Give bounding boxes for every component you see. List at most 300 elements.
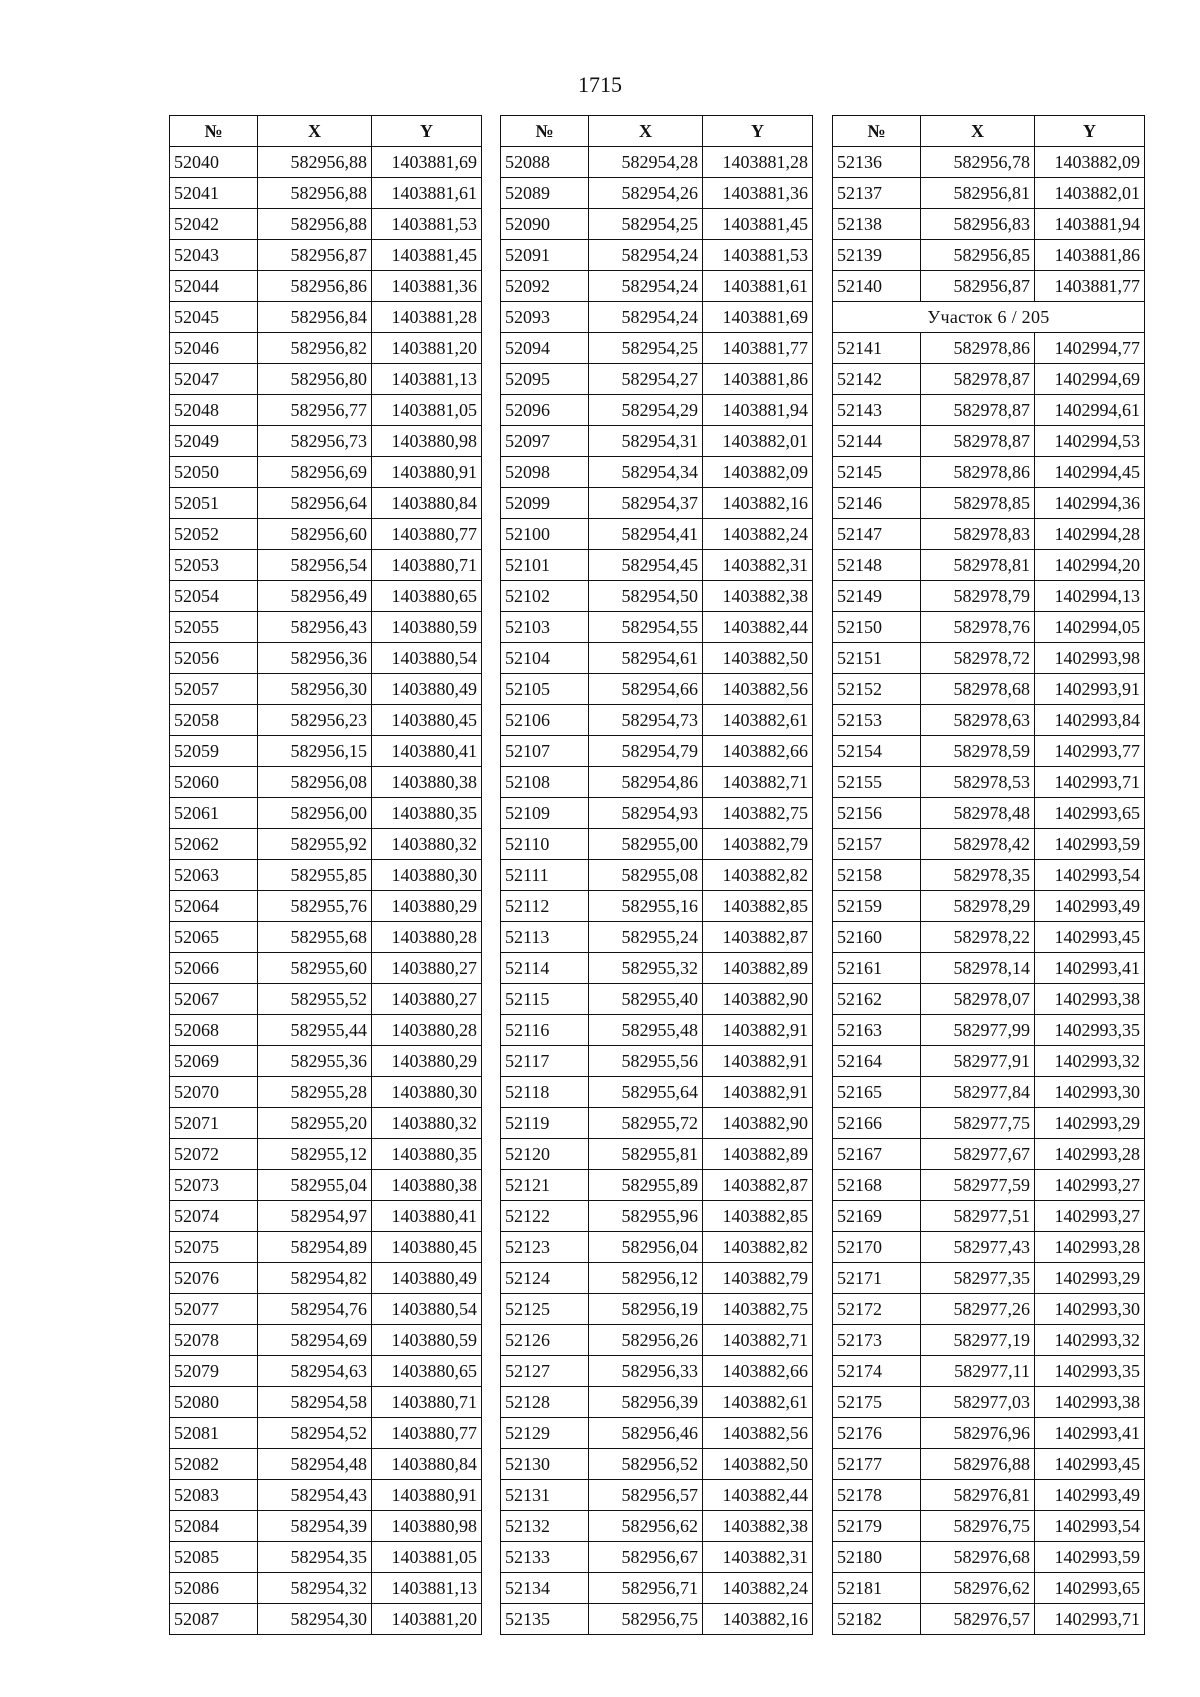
table-row: [501, 1356, 813, 1387]
point-number-cell: 52112: [501, 891, 589, 922]
y-coordinate-cell: 1402993,49: [1035, 1480, 1145, 1511]
y-coordinate-cell: 1403880,38: [372, 1170, 482, 1201]
x-coordinate-cell: 582954,25: [589, 333, 703, 364]
y-coordinate-cell: 1402993,41: [1035, 1418, 1145, 1449]
x-coordinate-cell: 582976,68: [921, 1542, 1035, 1573]
column-header-y: Y: [703, 116, 813, 147]
x-coordinate-cell: 582956,86: [258, 271, 372, 302]
point-number-cell: 52116: [501, 1015, 589, 1046]
x-coordinate-cell: 582955,68: [258, 922, 372, 953]
y-coordinate-cell: 1403881,94: [703, 395, 813, 426]
point-number-cell: 52091: [501, 240, 589, 271]
x-coordinate-cell: 582978,87: [921, 395, 1035, 426]
x-coordinate-cell: 582978,76: [921, 612, 1035, 643]
table-row: [170, 1573, 482, 1604]
table-row: [501, 1015, 813, 1046]
table-row: [501, 488, 813, 519]
y-coordinate-cell: 1402993,91: [1035, 674, 1145, 705]
table-row: [833, 364, 1145, 395]
x-coordinate-cell: 582955,89: [589, 1170, 703, 1201]
point-number-cell: 52105: [501, 674, 589, 705]
point-number-cell: 52079: [170, 1356, 258, 1387]
x-coordinate-cell: 582978,42: [921, 829, 1035, 860]
y-coordinate-cell: 1403880,27: [372, 953, 482, 984]
x-coordinate-cell: 582954,86: [589, 767, 703, 798]
x-coordinate-cell: 582956,19: [589, 1294, 703, 1325]
y-coordinate-cell: 1403882,09: [1035, 147, 1145, 178]
table-row: [833, 1294, 1145, 1325]
point-number-cell: 52040: [170, 147, 258, 178]
table-row: [501, 1263, 813, 1294]
x-coordinate-cell: 582954,48: [258, 1449, 372, 1480]
point-number-cell: 52046: [170, 333, 258, 364]
y-coordinate-cell: 1403882,44: [703, 1480, 813, 1511]
table-row: [501, 891, 813, 922]
table-row: [501, 178, 813, 209]
point-number-cell: 52088: [501, 147, 589, 178]
y-coordinate-cell: 1402993,98: [1035, 643, 1145, 674]
x-coordinate-cell: 582954,93: [589, 798, 703, 829]
table-row: [833, 891, 1145, 922]
y-coordinate-cell: 1403882,87: [703, 1170, 813, 1201]
y-coordinate-cell: 1402994,69: [1035, 364, 1145, 395]
point-number-cell: 52070: [170, 1077, 258, 1108]
x-coordinate-cell: 582977,43: [921, 1232, 1035, 1263]
x-coordinate-cell: 582954,50: [589, 581, 703, 612]
x-coordinate-cell: 582956,85: [921, 240, 1035, 271]
point-number-cell: 52098: [501, 457, 589, 488]
table-row: [170, 984, 482, 1015]
point-number-cell: 52123: [501, 1232, 589, 1263]
point-number-cell: 52076: [170, 1263, 258, 1294]
y-coordinate-cell: 1403882,75: [703, 798, 813, 829]
y-coordinate-cell: 1402993,65: [1035, 1573, 1145, 1604]
y-coordinate-cell: 1403880,35: [372, 798, 482, 829]
point-number-cell: 52047: [170, 364, 258, 395]
y-coordinate-cell: 1403881,69: [372, 147, 482, 178]
x-coordinate-cell: 582954,97: [258, 1201, 372, 1232]
x-coordinate-cell: 582954,82: [258, 1263, 372, 1294]
table-row: [170, 519, 482, 550]
x-coordinate-cell: 582956,04: [589, 1232, 703, 1263]
y-coordinate-cell: 1403881,28: [703, 147, 813, 178]
x-coordinate-cell: 582956,12: [589, 1263, 703, 1294]
table-row: [833, 767, 1145, 798]
table-row: [501, 1046, 813, 1077]
y-coordinate-cell: 1402993,27: [1035, 1170, 1145, 1201]
y-coordinate-cell: 1403880,77: [372, 1418, 482, 1449]
y-coordinate-cell: 1403880,45: [372, 1232, 482, 1263]
table-header-row: [833, 116, 1145, 147]
point-number-cell: 52069: [170, 1046, 258, 1077]
point-number-cell: 52175: [833, 1387, 921, 1418]
y-coordinate-cell: 1402994,53: [1035, 426, 1145, 457]
x-coordinate-cell: 582977,35: [921, 1263, 1035, 1294]
table-row: [170, 1356, 482, 1387]
y-coordinate-cell: 1402994,45: [1035, 457, 1145, 488]
point-number-cell: 52054: [170, 581, 258, 612]
point-number-cell: 52179: [833, 1511, 921, 1542]
x-coordinate-cell: 582954,63: [258, 1356, 372, 1387]
point-number-cell: 52053: [170, 550, 258, 581]
table-row: [170, 1387, 482, 1418]
y-coordinate-cell: 1403880,49: [372, 1263, 482, 1294]
x-coordinate-cell: 582978,86: [921, 457, 1035, 488]
table-row: [833, 1480, 1145, 1511]
x-coordinate-cell: 582978,87: [921, 364, 1035, 395]
y-coordinate-cell: 1403881,94: [1035, 209, 1145, 240]
y-coordinate-cell: 1403882,16: [703, 1604, 813, 1635]
y-coordinate-cell: 1403880,84: [372, 488, 482, 519]
point-number-cell: 52129: [501, 1418, 589, 1449]
point-number-cell: 52149: [833, 581, 921, 612]
point-number-cell: 52132: [501, 1511, 589, 1542]
y-coordinate-cell: 1403881,20: [372, 1604, 482, 1635]
x-coordinate-cell: 582955,52: [258, 984, 372, 1015]
x-coordinate-cell: 582978,79: [921, 581, 1035, 612]
point-number-cell: 52109: [501, 798, 589, 829]
x-coordinate-cell: 582978,53: [921, 767, 1035, 798]
y-coordinate-cell: 1403880,54: [372, 643, 482, 674]
point-number-cell: 52102: [501, 581, 589, 612]
point-number-cell: 52180: [833, 1542, 921, 1573]
x-coordinate-cell: 582977,51: [921, 1201, 1035, 1232]
x-coordinate-cell: 582954,28: [589, 147, 703, 178]
table-row: [833, 1356, 1145, 1387]
table-row: [501, 953, 813, 984]
table-row: [501, 1449, 813, 1480]
coordinates-table: [832, 115, 1145, 1635]
table-row: [501, 147, 813, 178]
column-header-x: X: [589, 116, 703, 147]
x-coordinate-cell: 582955,36: [258, 1046, 372, 1077]
y-coordinate-cell: 1403882,90: [703, 984, 813, 1015]
x-coordinate-cell: 582954,73: [589, 705, 703, 736]
point-number-cell: 52071: [170, 1108, 258, 1139]
table-row: [833, 1170, 1145, 1201]
table-row: [501, 426, 813, 457]
point-number-cell: 52119: [501, 1108, 589, 1139]
table-row: [170, 178, 482, 209]
table-row: [501, 829, 813, 860]
x-coordinate-cell: 582956,43: [258, 612, 372, 643]
y-coordinate-cell: 1402993,71: [1035, 1604, 1145, 1635]
x-coordinate-cell: 582976,81: [921, 1480, 1035, 1511]
x-coordinate-cell: 582955,56: [589, 1046, 703, 1077]
point-number-cell: 52095: [501, 364, 589, 395]
y-coordinate-cell: 1402993,30: [1035, 1077, 1145, 1108]
y-coordinate-cell: 1402993,35: [1035, 1356, 1145, 1387]
table-row: [833, 519, 1145, 550]
point-number-cell: 52178: [833, 1480, 921, 1511]
table-row: [501, 1480, 813, 1511]
x-coordinate-cell: 582977,59: [921, 1170, 1035, 1201]
x-coordinate-cell: 582956,83: [921, 209, 1035, 240]
point-number-cell: 52081: [170, 1418, 258, 1449]
x-coordinate-cell: 582954,37: [589, 488, 703, 519]
x-coordinate-cell: 582978,22: [921, 922, 1035, 953]
point-number-cell: 52063: [170, 860, 258, 891]
x-coordinate-cell: 582956,71: [589, 1573, 703, 1604]
table-row: [501, 395, 813, 426]
y-coordinate-cell: 1402993,65: [1035, 798, 1145, 829]
y-coordinate-cell: 1403881,20: [372, 333, 482, 364]
table-row: [833, 612, 1145, 643]
y-coordinate-cell: 1403881,05: [372, 395, 482, 426]
x-coordinate-cell: 582956,87: [258, 240, 372, 271]
y-coordinate-cell: 1403881,53: [703, 240, 813, 271]
point-number-cell: 52173: [833, 1325, 921, 1356]
point-number-cell: 52073: [170, 1170, 258, 1201]
point-number-cell: 52106: [501, 705, 589, 736]
x-coordinate-cell: 582954,30: [258, 1604, 372, 1635]
table-row: [501, 333, 813, 364]
table-row: [170, 953, 482, 984]
y-coordinate-cell: 1402994,61: [1035, 395, 1145, 426]
x-coordinate-cell: 582978,63: [921, 705, 1035, 736]
table-row: [170, 1449, 482, 1480]
y-coordinate-cell: 1403882,56: [703, 1418, 813, 1449]
table-row: [833, 1387, 1145, 1418]
x-coordinate-cell: 582956,57: [589, 1480, 703, 1511]
x-coordinate-cell: 582955,16: [589, 891, 703, 922]
point-number-cell: 52094: [501, 333, 589, 364]
x-coordinate-cell: 582956,36: [258, 643, 372, 674]
table-row: [833, 705, 1145, 736]
table-row: [833, 395, 1145, 426]
column-header-y: Y: [1035, 116, 1145, 147]
y-coordinate-cell: 1403880,84: [372, 1449, 482, 1480]
y-coordinate-cell: 1402993,29: [1035, 1263, 1145, 1294]
point-number-cell: 52104: [501, 643, 589, 674]
table-row: [833, 209, 1145, 240]
x-coordinate-cell: 582956,73: [258, 426, 372, 457]
point-number-cell: 52107: [501, 736, 589, 767]
y-coordinate-cell: 1403880,59: [372, 612, 482, 643]
point-number-cell: 52117: [501, 1046, 589, 1077]
table-row: [170, 891, 482, 922]
point-number-cell: 52077: [170, 1294, 258, 1325]
x-coordinate-cell: 582976,62: [921, 1573, 1035, 1604]
x-coordinate-cell: 582977,03: [921, 1387, 1035, 1418]
point-number-cell: 52072: [170, 1139, 258, 1170]
point-number-cell: 52130: [501, 1449, 589, 1480]
table-row: [170, 426, 482, 457]
point-number-cell: 52174: [833, 1356, 921, 1387]
table-row: [170, 1232, 482, 1263]
point-number-cell: 52084: [170, 1511, 258, 1542]
table-row: [833, 1139, 1145, 1170]
x-coordinate-cell: 582956,75: [589, 1604, 703, 1635]
point-number-cell: 52085: [170, 1542, 258, 1573]
table-row: [833, 1511, 1145, 1542]
y-coordinate-cell: 1402993,28: [1035, 1232, 1145, 1263]
point-number-cell: 52064: [170, 891, 258, 922]
y-coordinate-cell: 1403882,66: [703, 736, 813, 767]
x-coordinate-cell: 582956,82: [258, 333, 372, 364]
y-coordinate-cell: 1402993,29: [1035, 1108, 1145, 1139]
x-coordinate-cell: 582978,35: [921, 860, 1035, 891]
x-coordinate-cell: 582954,52: [258, 1418, 372, 1449]
table-row: [170, 1542, 482, 1573]
table-row: [501, 581, 813, 612]
x-coordinate-cell: 582956,33: [589, 1356, 703, 1387]
point-number-cell: 52057: [170, 674, 258, 705]
table-row: [833, 860, 1145, 891]
table-row: [501, 271, 813, 302]
point-number-cell: 52142: [833, 364, 921, 395]
y-coordinate-cell: 1403882,38: [703, 1511, 813, 1542]
point-number-cell: 52156: [833, 798, 921, 829]
coordinates-table: [169, 115, 482, 1635]
y-coordinate-cell: 1403880,35: [372, 1139, 482, 1170]
table-row: [501, 1232, 813, 1263]
x-coordinate-cell: 582955,85: [258, 860, 372, 891]
table-row: [833, 829, 1145, 860]
y-coordinate-cell: 1403880,65: [372, 1356, 482, 1387]
table-row: [833, 1418, 1145, 1449]
x-coordinate-cell: 582955,64: [589, 1077, 703, 1108]
table-row: [833, 147, 1145, 178]
point-number-cell: 52093: [501, 302, 589, 333]
table-row: [170, 922, 482, 953]
y-coordinate-cell: 1403882,01: [1035, 178, 1145, 209]
y-coordinate-cell: 1403880,59: [372, 1325, 482, 1356]
point-number-cell: 52061: [170, 798, 258, 829]
y-coordinate-cell: 1402993,49: [1035, 891, 1145, 922]
table-row: [833, 953, 1145, 984]
y-coordinate-cell: 1402993,38: [1035, 984, 1145, 1015]
table-row: [170, 1325, 482, 1356]
x-coordinate-cell: 582954,61: [589, 643, 703, 674]
x-coordinate-cell: 582978,81: [921, 550, 1035, 581]
y-coordinate-cell: 1403882,87: [703, 922, 813, 953]
point-number-cell: 52110: [501, 829, 589, 860]
point-number-cell: 52155: [833, 767, 921, 798]
table-row: [170, 581, 482, 612]
table-row: [170, 271, 482, 302]
point-number-cell: 52113: [501, 922, 589, 953]
x-coordinate-cell: 582956,30: [258, 674, 372, 705]
y-coordinate-cell: 1402993,41: [1035, 953, 1145, 984]
x-coordinate-cell: 582954,76: [258, 1294, 372, 1325]
x-coordinate-cell: 582954,34: [589, 457, 703, 488]
table-row: [833, 1015, 1145, 1046]
table-row: [170, 798, 482, 829]
y-coordinate-cell: 1402993,30: [1035, 1294, 1145, 1325]
point-number-cell: 52124: [501, 1263, 589, 1294]
point-number-cell: 52134: [501, 1573, 589, 1604]
y-coordinate-cell: 1403881,86: [1035, 240, 1145, 271]
y-coordinate-cell: 1403882,61: [703, 1387, 813, 1418]
x-coordinate-cell: 582954,29: [589, 395, 703, 426]
point-number-cell: 52068: [170, 1015, 258, 1046]
x-coordinate-cell: 582976,75: [921, 1511, 1035, 1542]
table-row: [501, 1294, 813, 1325]
x-coordinate-cell: 582978,72: [921, 643, 1035, 674]
x-coordinate-cell: 582978,59: [921, 736, 1035, 767]
point-number-cell: 52166: [833, 1108, 921, 1139]
point-number-cell: 52045: [170, 302, 258, 333]
y-coordinate-cell: 1403881,13: [372, 1573, 482, 1604]
y-coordinate-cell: 1402994,28: [1035, 519, 1145, 550]
y-coordinate-cell: 1403880,32: [372, 1108, 482, 1139]
point-number-cell: 52131: [501, 1480, 589, 1511]
column-header-number: №: [501, 116, 589, 147]
point-number-cell: 52126: [501, 1325, 589, 1356]
x-coordinate-cell: 582978,87: [921, 426, 1035, 457]
table-row: [833, 1449, 1145, 1480]
x-coordinate-cell: 582977,11: [921, 1356, 1035, 1387]
x-coordinate-cell: 582954,43: [258, 1480, 372, 1511]
y-coordinate-cell: 1402993,45: [1035, 922, 1145, 953]
table-row: [170, 1015, 482, 1046]
table-row: [833, 1542, 1145, 1573]
point-number-cell: 52147: [833, 519, 921, 550]
table-row: [833, 1604, 1145, 1635]
table-row: [501, 798, 813, 829]
x-coordinate-cell: 582978,68: [921, 674, 1035, 705]
table-row: [170, 364, 482, 395]
table-row: [833, 1573, 1145, 1604]
y-coordinate-cell: 1402993,71: [1035, 767, 1145, 798]
point-number-cell: 52151: [833, 643, 921, 674]
point-number-cell: 52148: [833, 550, 921, 581]
y-coordinate-cell: 1403881,05: [372, 1542, 482, 1573]
table-row: [170, 1511, 482, 1542]
x-coordinate-cell: 582956,00: [258, 798, 372, 829]
x-coordinate-cell: 582956,15: [258, 736, 372, 767]
point-number-cell: 52099: [501, 488, 589, 519]
x-coordinate-cell: 582977,19: [921, 1325, 1035, 1356]
table-header-row: [170, 116, 482, 147]
table-row: [170, 1294, 482, 1325]
y-coordinate-cell: 1403882,79: [703, 829, 813, 860]
point-number-cell: 52060: [170, 767, 258, 798]
point-number-cell: 52158: [833, 860, 921, 891]
table-row: [170, 767, 482, 798]
table-row: [833, 674, 1145, 705]
point-number-cell: 52083: [170, 1480, 258, 1511]
point-number-cell: 52145: [833, 457, 921, 488]
y-coordinate-cell: 1403882,71: [703, 767, 813, 798]
table-row: [501, 1139, 813, 1170]
point-number-cell: 52115: [501, 984, 589, 1015]
point-number-cell: 52089: [501, 178, 589, 209]
point-number-cell: 52128: [501, 1387, 589, 1418]
table-row: [170, 674, 482, 705]
x-coordinate-cell: 582955,96: [589, 1201, 703, 1232]
point-number-cell: 52056: [170, 643, 258, 674]
y-coordinate-cell: 1403881,28: [372, 302, 482, 333]
x-coordinate-cell: 582977,75: [921, 1108, 1035, 1139]
table-row: [501, 364, 813, 395]
table-row: [170, 643, 482, 674]
table-row: [833, 1263, 1145, 1294]
x-coordinate-cell: 582955,28: [258, 1077, 372, 1108]
point-number-cell: 52170: [833, 1232, 921, 1263]
y-coordinate-cell: 1402994,36: [1035, 488, 1145, 519]
y-coordinate-cell: 1403882,31: [703, 1542, 813, 1573]
table-row: [170, 240, 482, 271]
table-header-row: [501, 116, 813, 147]
point-number-cell: 52075: [170, 1232, 258, 1263]
x-coordinate-cell: 582978,29: [921, 891, 1035, 922]
column-header-y: Y: [372, 116, 482, 147]
point-number-cell: 52041: [170, 178, 258, 209]
point-number-cell: 52127: [501, 1356, 589, 1387]
x-coordinate-cell: 582956,80: [258, 364, 372, 395]
